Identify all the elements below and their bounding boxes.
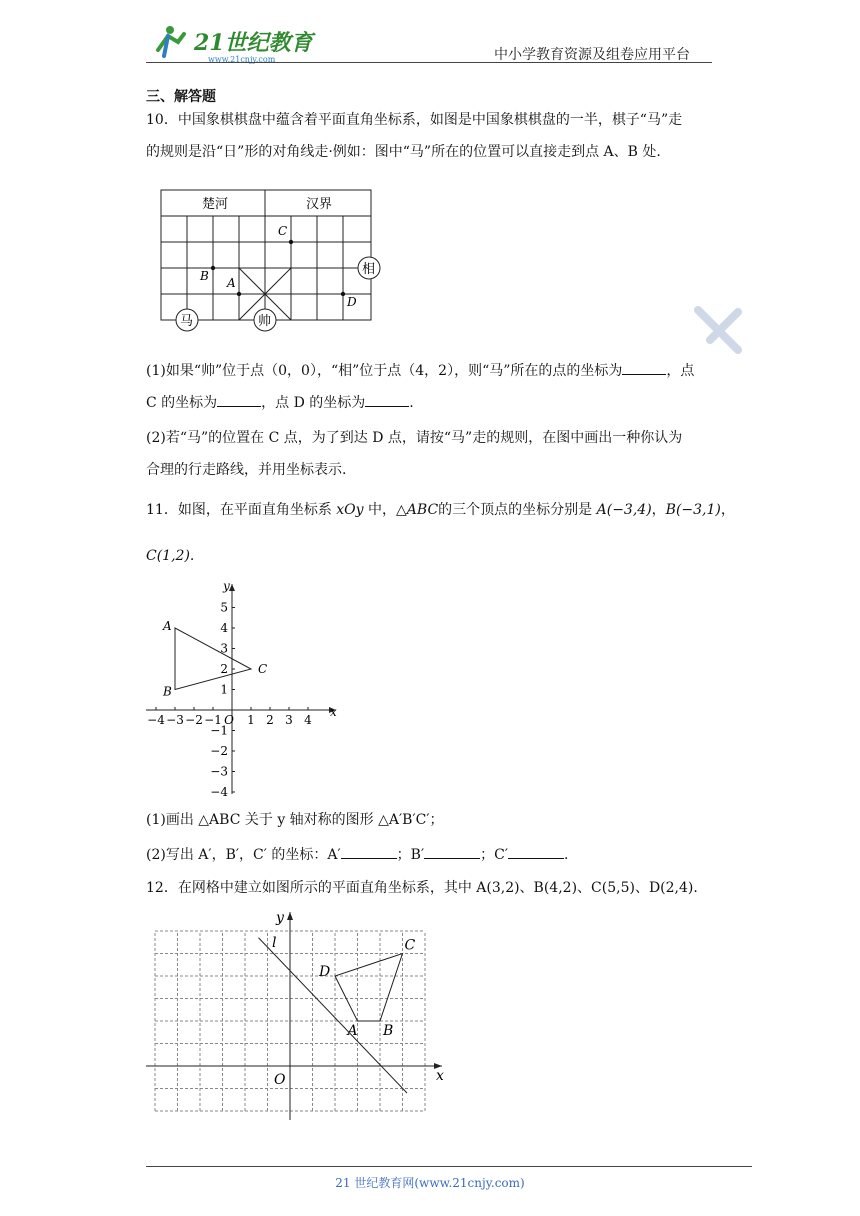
y-axis-label: y: [276, 910, 284, 926]
runner-icon: [158, 26, 184, 56]
y-tick-label: −4: [210, 785, 228, 799]
q10-line2: 的规则是沿“日”形的对角线走·例如：图中“马”所在的位置可以直接走到点 A、B 处.: [146, 144, 661, 160]
section-title: 三、解答题: [146, 89, 216, 105]
point-label-d: D: [319, 964, 331, 980]
y-tick-label: 1: [220, 682, 228, 697]
x-tick-label: 4: [304, 713, 312, 727]
x-tick-label: −3: [166, 713, 184, 727]
answer-blank-ma[interactable]: [622, 360, 666, 375]
svg-text:帅: 帅: [258, 314, 272, 329]
point-d: [341, 292, 345, 296]
q10-part1-line1: (1)如果“帅”位于点（0，0），“相”位于点（4，2），则“马”所在的点的坐标为 ，点: [146, 360, 694, 381]
point-label-b: B: [163, 684, 172, 699]
label-d: D: [347, 295, 357, 309]
y-tick-label: 2: [220, 662, 228, 676]
x-tick-label: 3: [285, 713, 293, 727]
triangle-abc: [175, 628, 251, 690]
answer-blank-a-prime[interactable]: [341, 844, 397, 859]
q11-part1: (1)画出 △ABC 关于 y 轴对称的图形 △A′B′C′；: [146, 812, 444, 828]
q10-part2-line1: (2)若“马”的位置在 C 点，为了到达 D 点，请按“马”走的规则，在图中画出一种你认为: [146, 430, 683, 446]
line-l-label: l: [272, 934, 277, 951]
answer-blank-c[interactable]: [217, 392, 261, 407]
q11-coordinate-graph: [140, 578, 350, 807]
footer-link[interactable]: 21 世纪教育网(www.21cnjy.com): [335, 1176, 525, 1190]
watermark-icon: [688, 300, 748, 360]
x-tick-label: −4: [147, 713, 165, 727]
quadrilateral-abcd: [335, 954, 403, 1022]
x-tick-label: −1: [204, 713, 222, 727]
label-a: A: [227, 276, 236, 290]
y-axis-label: y: [223, 579, 230, 593]
y-tick-label: −3: [210, 764, 228, 779]
q12-grid-graph: [140, 908, 450, 1127]
q10-chess-board: [150, 184, 390, 338]
y-tick-label: 4: [220, 621, 228, 635]
x-tick-label: 2: [266, 713, 274, 727]
q11-part2: (2)写出 A′，B′，C′ 的坐标：A′ ；B′ ；C′ .: [146, 844, 568, 865]
answer-blank-b-prime[interactable]: [424, 844, 480, 859]
q10-part1-line2: C 的坐标为 ，点 D 的坐标为 .: [146, 392, 414, 413]
q12-line1: 12．在网格中建立如图所示的平面直角坐标系，其中 A(3,2)、B(4,2)、C(5,5)、D(2,4).: [146, 880, 698, 896]
svg-text:相: 相: [362, 262, 376, 277]
point-label-a: A: [347, 1023, 358, 1039]
origin-label: O: [224, 713, 234, 727]
answer-blank-c-prime[interactable]: [508, 844, 564, 859]
q11-line2: C(1,2).: [146, 548, 195, 564]
q10-line1: 10．中国象棋棋盘中蕴含着平面直角坐标系，如图是中国象棋棋盘的一半，棋子“马”走: [146, 112, 683, 128]
svg-text:马: 马: [180, 314, 194, 329]
point-label-b: B: [383, 1023, 394, 1039]
x-tick-label: −2: [185, 713, 203, 727]
point-label-c: C: [258, 662, 268, 676]
x-tick-label: 1: [247, 713, 255, 727]
piece-shuai: [254, 309, 276, 331]
y-tick-label: 5: [220, 600, 228, 615]
piece-ma: [176, 309, 198, 331]
point-b: [211, 266, 215, 270]
x-axis-label: x: [436, 1068, 444, 1084]
piece-xiang: [358, 257, 380, 279]
point-label-c: C: [404, 937, 416, 954]
line-l: [259, 938, 408, 1093]
point-a: [237, 292, 241, 296]
header-divider: [146, 62, 712, 63]
y-tick-label: −2: [210, 744, 228, 758]
river-right-text: 汉界: [306, 197, 333, 212]
logo-url: www.21cnjy.com: [208, 55, 276, 64]
river-left-text: 楚河: [202, 197, 229, 212]
footer-divider: [146, 1166, 752, 1167]
point-label-a: A: [163, 619, 172, 633]
point-c: [289, 240, 293, 244]
q11-line1: 11．如图，在平面直角坐标系 xOy 中，△ABC的三个顶点的坐标分别是 A(−3,4)，B(−3,1)，: [146, 502, 735, 518]
header-platform-text: 中小学教育资源及组卷应用平台: [494, 47, 690, 63]
y-axis-arrow: [287, 912, 293, 920]
origin-label: O: [274, 1072, 286, 1088]
label-b: B: [200, 269, 209, 283]
y-axis-arrow: [229, 584, 235, 591]
y-tick-label: −1: [210, 723, 228, 738]
label-c: C: [278, 224, 288, 238]
logo-text: 21世纪教育: [194, 30, 313, 56]
y-tick-label: 3: [220, 641, 228, 656]
q10-part2-line2: 合理的行走路线，并用坐标表示.: [146, 462, 347, 478]
x-axis-label: x: [330, 705, 337, 719]
site-logo: [150, 20, 320, 68]
answer-blank-d[interactable]: [365, 392, 409, 407]
